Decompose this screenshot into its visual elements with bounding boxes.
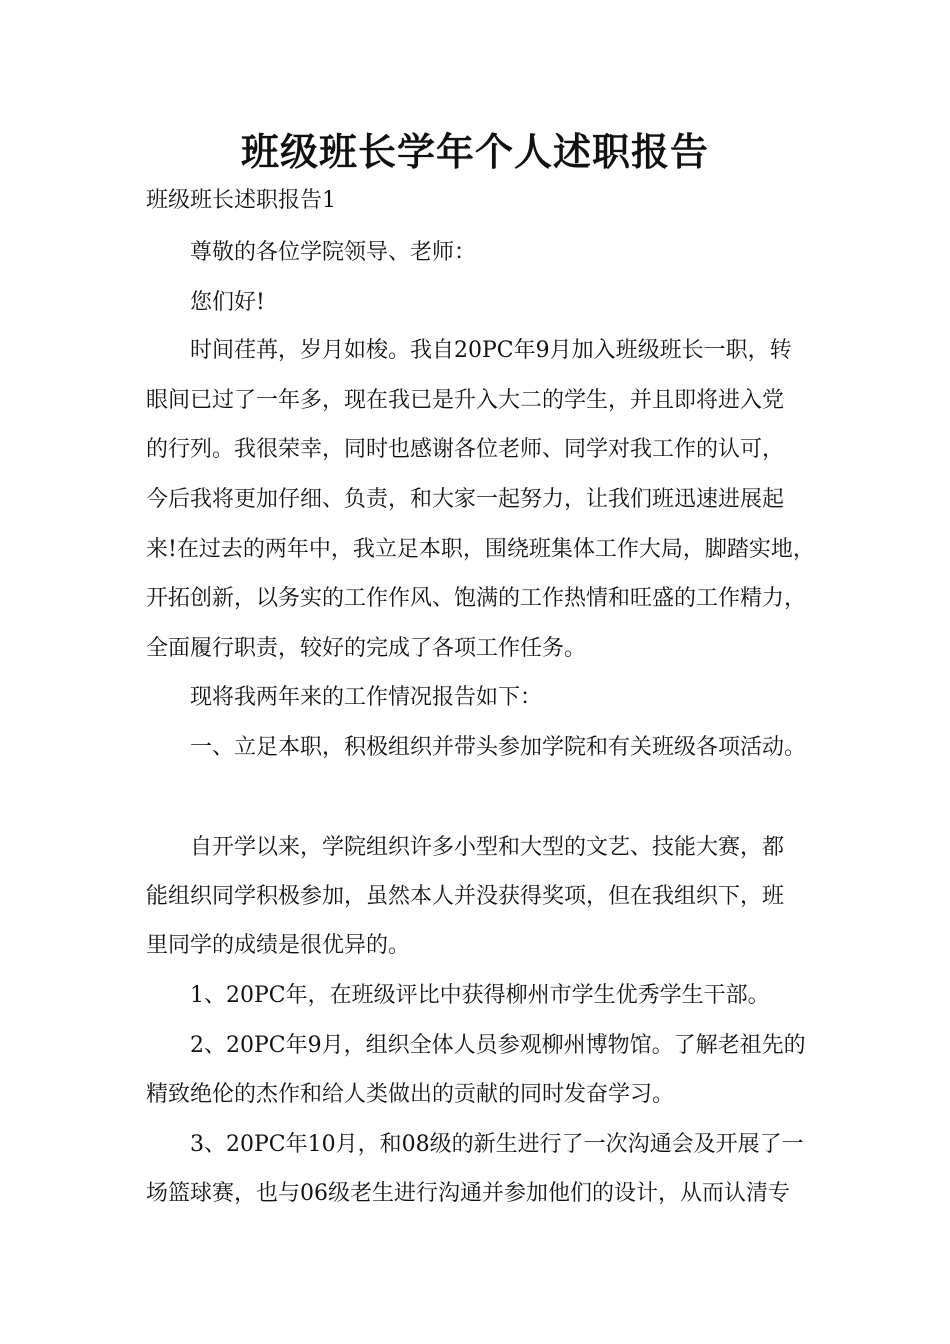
paragraph-line: 开拓创新，以务实的工作作风、饱满的工作热情和旺盛的工作精力， [146, 586, 807, 611]
section-heading: 班级班长述职报告1 [146, 188, 336, 213]
paragraph-line: 自开学以来，学院组织许多小型和大型的文艺、技能大赛，都 [190, 835, 785, 860]
paragraph-line: 时间荏苒，岁月如梭。我自20PC年9月加入班级班长一职，转 [190, 338, 792, 363]
paragraph-line: 眼间已过了一年多，现在我已是升入大二的学生，并且即将进入党 [146, 388, 785, 413]
list-item: 1、20PC年，在班级评比中获得柳州市学生优秀学生干部。 [190, 983, 770, 1008]
paragraph-line: 现将我两年来的工作情况报告如下： [190, 685, 543, 710]
paragraph-line: 的行列。我很荣幸，同时也感谢各位老师、同学对我工作的认可， [146, 437, 785, 462]
paragraph-line: 精致绝伦的杰作和给人类做出的贡献的同时发奋学习。 [146, 1082, 675, 1107]
document-title: 班级班长学年个人述职报告 [240, 129, 709, 174]
paragraph-line: 您们好! [190, 290, 265, 315]
paragraph-line: 里同学的成绩是很优异的。 [146, 933, 411, 958]
paragraph-line: 全面履行职责，较好的完成了各项工作任务。 [146, 636, 587, 661]
list-item: 2、20PC年9月，组织全体人员参观柳州博物馆。了解老祖先的 [190, 1033, 806, 1058]
paragraph-line: 今后我将更加仔细、负责，和大家一起努力，让我们班迅速进展起 [146, 487, 785, 512]
paragraph-line: 能组织同学积极参加，虽然本人并没获得奖项，但在我组织下，班 [146, 884, 785, 909]
paragraph-line: 场篮球赛，也与06级老生进行沟通并参加他们的设计，从而认清专 [146, 1181, 790, 1206]
list-item: 3、20PC年10月，和08级的新生进行了一次沟通会及开展了一 [190, 1132, 804, 1157]
section-heading: 一、立足本职，积极组织并带头参加学院和有关班级各项活动。 [190, 735, 807, 760]
paragraph-line: 来!在过去的两年中，我立足本职，围绕班集体工作大局，脚踏实地， [146, 537, 815, 562]
paragraph-line: 尊敬的各位学院领导、老师： [190, 240, 477, 265]
